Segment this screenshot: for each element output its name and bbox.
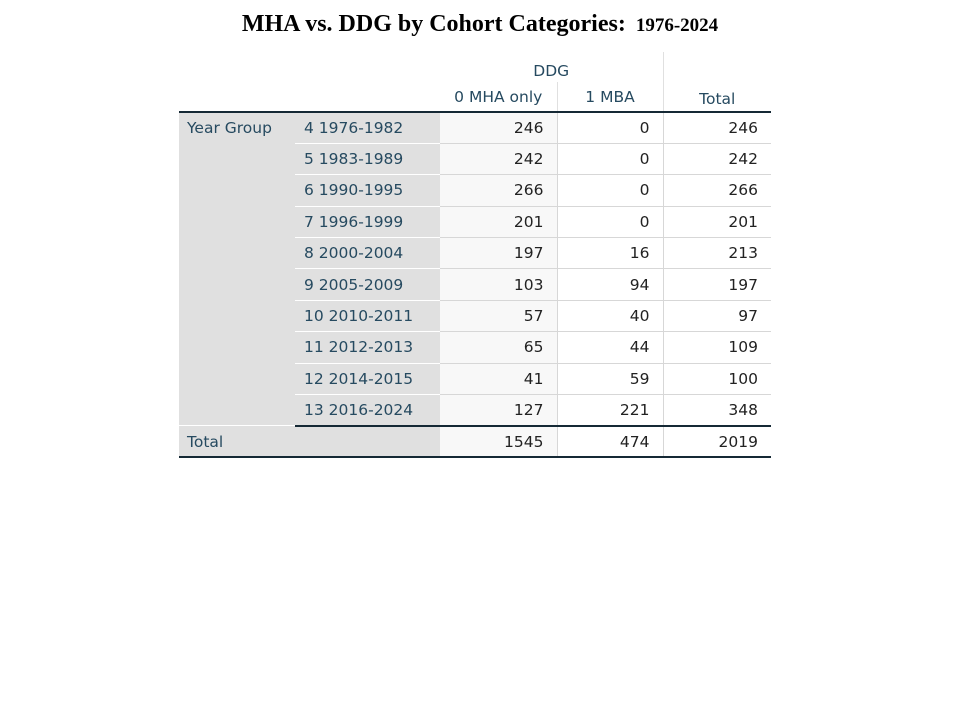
row-label: 10 2010-2011	[295, 300, 440, 331]
table-cell: 0	[557, 143, 663, 174]
total-cell: 474	[557, 426, 663, 457]
header-blank-cell	[295, 82, 440, 112]
table-cell: 109	[663, 332, 771, 363]
row-label: 5 1983-1989	[295, 143, 440, 174]
row-label: 9 2005-2009	[295, 269, 440, 300]
total-row	[179, 426, 771, 457]
row-label: 6 1990-1995	[295, 175, 440, 206]
header-blank-cell	[179, 82, 295, 112]
crosstab-table	[179, 52, 771, 458]
table-cell: 16	[557, 238, 663, 269]
table-cell: 94	[557, 269, 663, 300]
header-blank-cell	[295, 52, 440, 82]
table-cell: 242	[663, 143, 771, 174]
table-cell: 201	[440, 206, 557, 237]
table-cell: 59	[557, 363, 663, 394]
row-label: 12 2014-2015	[295, 363, 440, 394]
table-cell: 213	[663, 238, 771, 269]
header-row-group	[179, 52, 771, 82]
table-cell: 40	[557, 300, 663, 331]
table-cell: 41	[440, 363, 557, 394]
table-cell: 201	[663, 206, 771, 237]
title-years: 1976-2024	[635, 15, 719, 36]
column-header-total	[663, 52, 771, 112]
table-cell: 97	[663, 300, 771, 331]
table-cell: 0	[557, 112, 663, 143]
total-cell: 1545	[440, 426, 557, 457]
table-cell: 100	[663, 363, 771, 394]
table-cell: 242	[440, 143, 557, 174]
row-group-label: Year Group	[179, 112, 295, 426]
total-row-label: Total	[179, 426, 440, 457]
column-header-total-label: Total	[699, 90, 736, 108]
table-cell: 266	[663, 175, 771, 206]
table-cell: 0	[557, 175, 663, 206]
table-cell: 221	[557, 395, 663, 426]
table-cell: 197	[440, 238, 557, 269]
table-cell: 127	[440, 395, 557, 426]
table-cell: 57	[440, 300, 557, 331]
row-label: 7 1996-1999	[295, 206, 440, 237]
table-cell: 65	[440, 332, 557, 363]
title-main: MHA vs. DDG by Cohort Categories:	[241, 11, 626, 37]
header-blank-cell	[179, 52, 295, 82]
table-cell: 246	[440, 112, 557, 143]
table-row	[179, 112, 771, 143]
row-label: 4 1976-1982	[295, 112, 440, 143]
row-label: 8 2000-2004	[295, 238, 440, 269]
column-header-mba: 1 MBA	[557, 82, 663, 112]
table-cell: 197	[663, 269, 771, 300]
table-cell: 44	[557, 332, 663, 363]
crosstab-body	[179, 52, 771, 457]
page-title	[0, 11, 960, 38]
column-header-mha-only: 0 MHA only	[440, 82, 557, 112]
column-group-label: DDG	[533, 62, 570, 80]
table-cell: 103	[440, 269, 557, 300]
table-cell: 0	[557, 206, 663, 237]
table-cell: 348	[663, 395, 771, 426]
table-cell: 266	[440, 175, 557, 206]
table-cell: 246	[663, 112, 771, 143]
row-label: 11 2012-2013	[295, 332, 440, 363]
row-label: 13 2016-2024	[295, 395, 440, 426]
total-cell: 2019	[663, 426, 771, 457]
